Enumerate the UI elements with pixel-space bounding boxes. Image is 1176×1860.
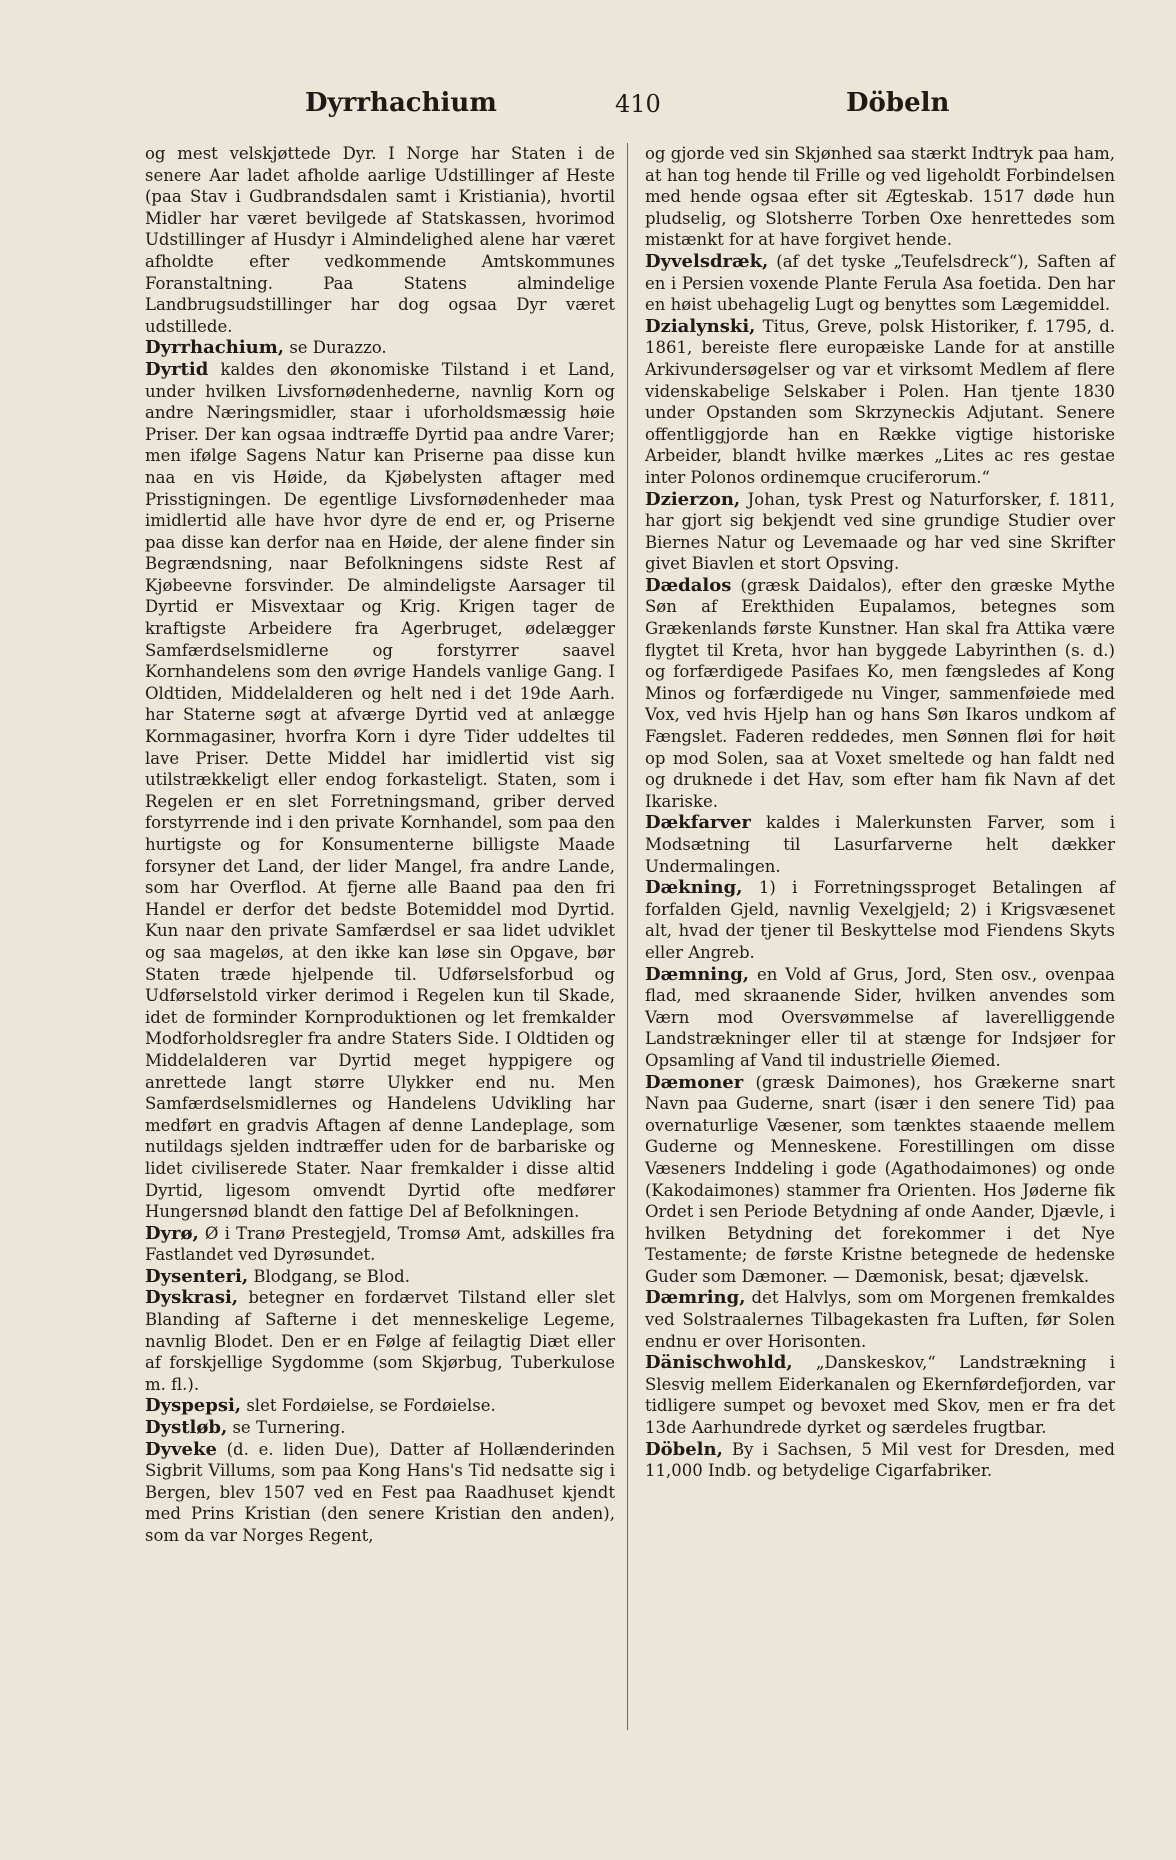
entry-headword: Dyrø, — [145, 1222, 199, 1244]
entry-text: (af det tyske „Teufelsdreck“), Saften af en i Persien voxende Plante Ferula Asa foetida. Den har en høist ubehagelig Lugt og benyttes som Lægemiddel. — [645, 251, 1115, 315]
dictionary-entry — [145, 143, 615, 337]
entry-text: (græsk Daimones), hos Grækerne snart Navn paa Guderne, snart (især i den senere Tid) paa overnaturlige Væsener, som tænktes staaende mellem Guderne og Menneskene. Forestillingen om disse Væseners Inddeling i gode (Agathodaimones) og onde (Kakodaimones) stammer fra Orienten. Hos Jøderne fik Ordet i sen Periode Betydning af onde Aander, Djævle, i hvilken Betydning det forekommer i det Nye Testamente; de første Kristne betegnede de hedenske Guder som Dæmoner. — Dæmonisk, besat; djævelsk. — [645, 1072, 1115, 1286]
dictionary-entry — [645, 316, 1115, 489]
dictionary-entry — [645, 877, 1115, 963]
page-header — [140, 88, 1140, 128]
dictionary-entry — [645, 143, 1115, 251]
dictionary-entry — [145, 1417, 615, 1439]
entry-text: det Halvlys, som om Morgenen fremkaldes ved Solstraalernes Tilbagekasten fra Luften, før Solen endnu er over Horisonten. — [645, 1288, 1115, 1351]
entry-text: kaldes den økonomiske Tilstand i et Land, under hvilken Livsfornødenhederne, navnlig Korn og andre Næringsmidler, staar i uforholdsmæssig høie Priser. Der kan ogsaa indtræffe Dyrtid paa andre Varer; men ifølge Sagens Natur kan Priserne paa disse kun naa en vis Høide, da Kjøbelysten aftager med Prisstigningen. De egentlige Livsfornødenheder maa imidlertid alle have hvor dyre de end er, og Priserne paa disse kan derfor naa en Høide, der alene finder sin Begrændsning, naar Befolkningens sidste Rest af Kjøbeevne forsvinder. De almindeligste Aarsager til Dyrtid er Misvextaar og Krig. Krigen tager de kraftigste Arbeidere fra Agerbruget, ødelægger Samfærdselsmidlerne og forstyrrer saavel Kornhandelens som den øvrige Handels vanlige Gang. I Oldtiden, Middelalderen og helt ned i det 19de Aarh. har Staterne søgt at afværge Dyrtid ved at anlægge Kornmagasiner, hvorfra Korn i dyre Tider uddeltes til lave Priser. Dette Middel har imidlertid vist sig utilstrækkeligt eller endog forkasteligt. Staten, som i Regelen er en slet Forretningsmand, griber derved forstyrrende ind i den private Kornhandel, som paa den hurtigste og for Konsumenterne billigste Maade forsyner det Land, der lider Mangel, fra andre Lande, som har Overflod. At fjerne alle Baand paa den fri Handel er derfor det bedste Botemiddel mod Dyrtid. Kun naar den private Samfærdsel er saa lidet udviklet og saa mageløs, at den ikke kan løse sin Opgave, bør Staten træde hjelpende til. Udførselsforbud og Udførselstold virker derimod i Regelen kun til Skade, idet de forminder Kornproduktionen og let fremkalder Modforholdsregler fra andre Staters Side. I Oldtiden og Middelalderen var Dyrtid meget hyppigere og anrettede langt større Ulykker end nu. Men Samfærdselsmidlernes og Handelens Udvikling har medført en gradvis Aftagen af denne Landeplage, som nutildags sjelden indtræffer uden for de barbariske og lidet civiliserede Stater. Naar fremkalder i disse altid Dyrtid, ligesom omvendt Dyrtid ofte medfører Hungersnød blandt den fattige Del af Befolkningen. — [145, 359, 615, 1222]
page-number: 410 — [615, 90, 661, 118]
dictionary-entry — [645, 575, 1115, 813]
entry-headword: Dyrtid — [145, 358, 209, 380]
dictionary-entry — [145, 1395, 615, 1417]
entry-headword: Dänischwohld, — [645, 1352, 793, 1374]
entry-headword: Dyskrasi, — [145, 1287, 239, 1309]
entry-headword: Dæmoner — [645, 1071, 744, 1093]
dictionary-entry — [145, 1287, 615, 1395]
column-divider — [627, 143, 628, 1730]
entry-headword: Dyspepsi, — [145, 1395, 242, 1417]
entry-text: Ø i Tranø Prestegjeld, Tromsø Amt, adskilles fra Fastlandet ved Dyrøsundet. — [145, 1223, 615, 1265]
dictionary-entry — [645, 812, 1115, 877]
left-column — [145, 143, 615, 1547]
dictionary-entry — [145, 1266, 615, 1288]
dictionary-entry — [645, 1072, 1115, 1288]
entry-headword: Dyveke — [145, 1438, 217, 1460]
entry-text: (græsk Daidalos), efter den græske Mythe Søn af Erekthiden Eupalamos, betegnes som Grækenlands første Kunstner. Han skal fra Attika være flygtet til Kreta, hvor han byggede Labyrinthen (s. d.) og forfærdigede Pasifaes Ko, men fængsledes af Kong Minos og forfærdigede nu Vinger, sammenføiede med Vox, ved hvis Hjelp han og hans Søn Ikaros undkom af Fængslet. Faderen reddedes, men Sønnen fløi for høit op mod Solen, saa at Voxet smeltede og han faldt ned og druknede i det Hav, som efter ham fik Navn af det Ikariske. — [645, 575, 1115, 811]
entry-headword: Dyvelsdræk, — [645, 250, 769, 272]
dictionary-entry — [645, 1287, 1115, 1352]
entry-headword: Dækning, — [645, 877, 743, 899]
entry-headword: Dystløb, — [145, 1417, 228, 1439]
header-right-catchword: Döbeln — [846, 88, 950, 118]
dictionary-entry — [145, 337, 615, 359]
entry-headword: Dæmring, — [645, 1287, 746, 1309]
entry-headword: Dzierzon, — [645, 488, 741, 510]
entry-text: Blodgang, se Blod. — [248, 1266, 410, 1286]
entry-headword: Dædalos — [645, 574, 732, 596]
entry-text: se Turnering. — [227, 1418, 346, 1438]
dictionary-entry — [145, 359, 615, 1223]
entry-text: og gjorde ved sin Skjønhed saa stærkt Indtryk paa ham, at han tog hende til Frille og ved ligeholdt Forbindelsen med hende ogsaa efter sit Ægteskab. 1517 døde hun pludselig, og Slotsherre Torben Oxe henrettedes som mistænkt for at have forgivet hende. — [645, 144, 1115, 250]
dictionary-entry — [645, 1439, 1115, 1482]
header-left-catchword: Dyrrhachium — [305, 88, 497, 118]
entry-text: 1) i Forretningssproget Betalingen af forfalden Gjeld, navnlig Vexelgjeld; 2) i Krigsvæsenet alt, hvad der tjener til Beskyttelse mod Fiendens Skyts eller Angreb. — [645, 878, 1115, 962]
entry-text: kaldes i Malerkunsten Farver, som i Modsætning til Lasurfarverne helt dækker Undermalingen. — [645, 813, 1115, 876]
entry-text: en Vold af Grus, Jord, Sten osv., ovenpaa flad, med skraanende Sider, hvilken anvendes som Værn mod Oversvømmelse af laverelliggende Landstrækninger eller til at stænge for Indsjøer for Opsamling af Vand til industrielle Øiemed. — [645, 964, 1115, 1070]
entry-text: (d. e. liden Due), Datter af Hollænderinden Sigbrit Villums, som paa Kong Hans's Tid nedsatte sig i Bergen, blev 1507 ved en Fest paa Raadhuset kjendt med Prins Kristian (den senere Kristian den anden), som da var Norges Regent, — [145, 1439, 615, 1545]
entry-headword: Döbeln, — [645, 1438, 723, 1460]
entry-text: Johan, tysk Prest og Naturforsker, f. 1811, har gjort sig bekjendt ved sine grundige Studier over Biernes Natur og Levemaade og har ved sine Skrifter givet Biavlen et stort Opsving. — [645, 489, 1115, 574]
entry-text: „Danskeskov,“ Landstrækning i Slesvig mellem Eiderkanalen og Ekernførdefjorden, var tidligere sumpet og bevoxet med Skov, men er fra det 13de Aarhundrede dyrket og særdeles frugtbar. — [645, 1353, 1115, 1438]
dictionary-entry — [145, 1223, 615, 1266]
entry-headword: Dæmning, — [645, 963, 750, 985]
entry-text: se Durazzo. — [284, 338, 387, 358]
right-column — [645, 143, 1115, 1482]
dictionary-entry — [645, 1352, 1115, 1438]
dictionary-entry — [645, 964, 1115, 1072]
entry-text: og mest velskjøttede Dyr. I Norge har Staten i de senere Aar ladet afholde aarlige Udstillinger af Heste (paa Stav i Gudbrandsdalen samt i Kristiania), hvortil Midler har været bevilgede af Statskassen, hvorimod Udstillinger af Husdyr i Almindelighed alene har været afholdte efter vedkommende Amtskommunes Foranstaltning. Paa Statens almindelige Landbrugsudstillinger har dog ogsaa Dyr været udstillede. — [145, 144, 615, 336]
dictionary-entry — [145, 1439, 615, 1547]
entry-text: slet Fordøielse, se Fordøielse. — [241, 1396, 496, 1416]
entry-headword: Dysenteri, — [145, 1265, 249, 1287]
entry-headword: Dyrrhachium, — [145, 337, 285, 359]
entry-text: betegner en fordærvet Tilstand eller slet Blanding af Safterne i det menneskelige Legeme, navnlig Blodet. Den er en Følge af feilagtig Diæt eller af forskjellige Sygdomme (som Skjørbug, Tuberkulose m. fl.). — [145, 1288, 615, 1394]
entry-text: By i Sachsen, 5 Mil vest for Dresden, med 11,000 Indb. og betydelige Cigarfabriker. — [645, 1439, 1115, 1481]
entry-headword: Dzialynski, — [645, 315, 756, 337]
dictionary-entry — [645, 489, 1115, 575]
dictionary-entry — [645, 251, 1115, 316]
entry-text: Titus, Greve, polsk Historiker, f. 1795, d. 1861, bereiste flere europæiske Lande for at anstille Arkivundersøgelser og var et virksomt Medlem af flere videnskabelige Selskaber i Polen. Han tjente 1830 under Opstanden som Skrzyneckis Adjutant. Senere offentliggjorde han en Række vigtige historiske Arbeider, blandt hvilke mærkes „Lites ac res gestae inter Polonos ordinemque cruciferorum.“ — [645, 316, 1115, 487]
entry-headword: Dækfarver — [645, 812, 751, 834]
